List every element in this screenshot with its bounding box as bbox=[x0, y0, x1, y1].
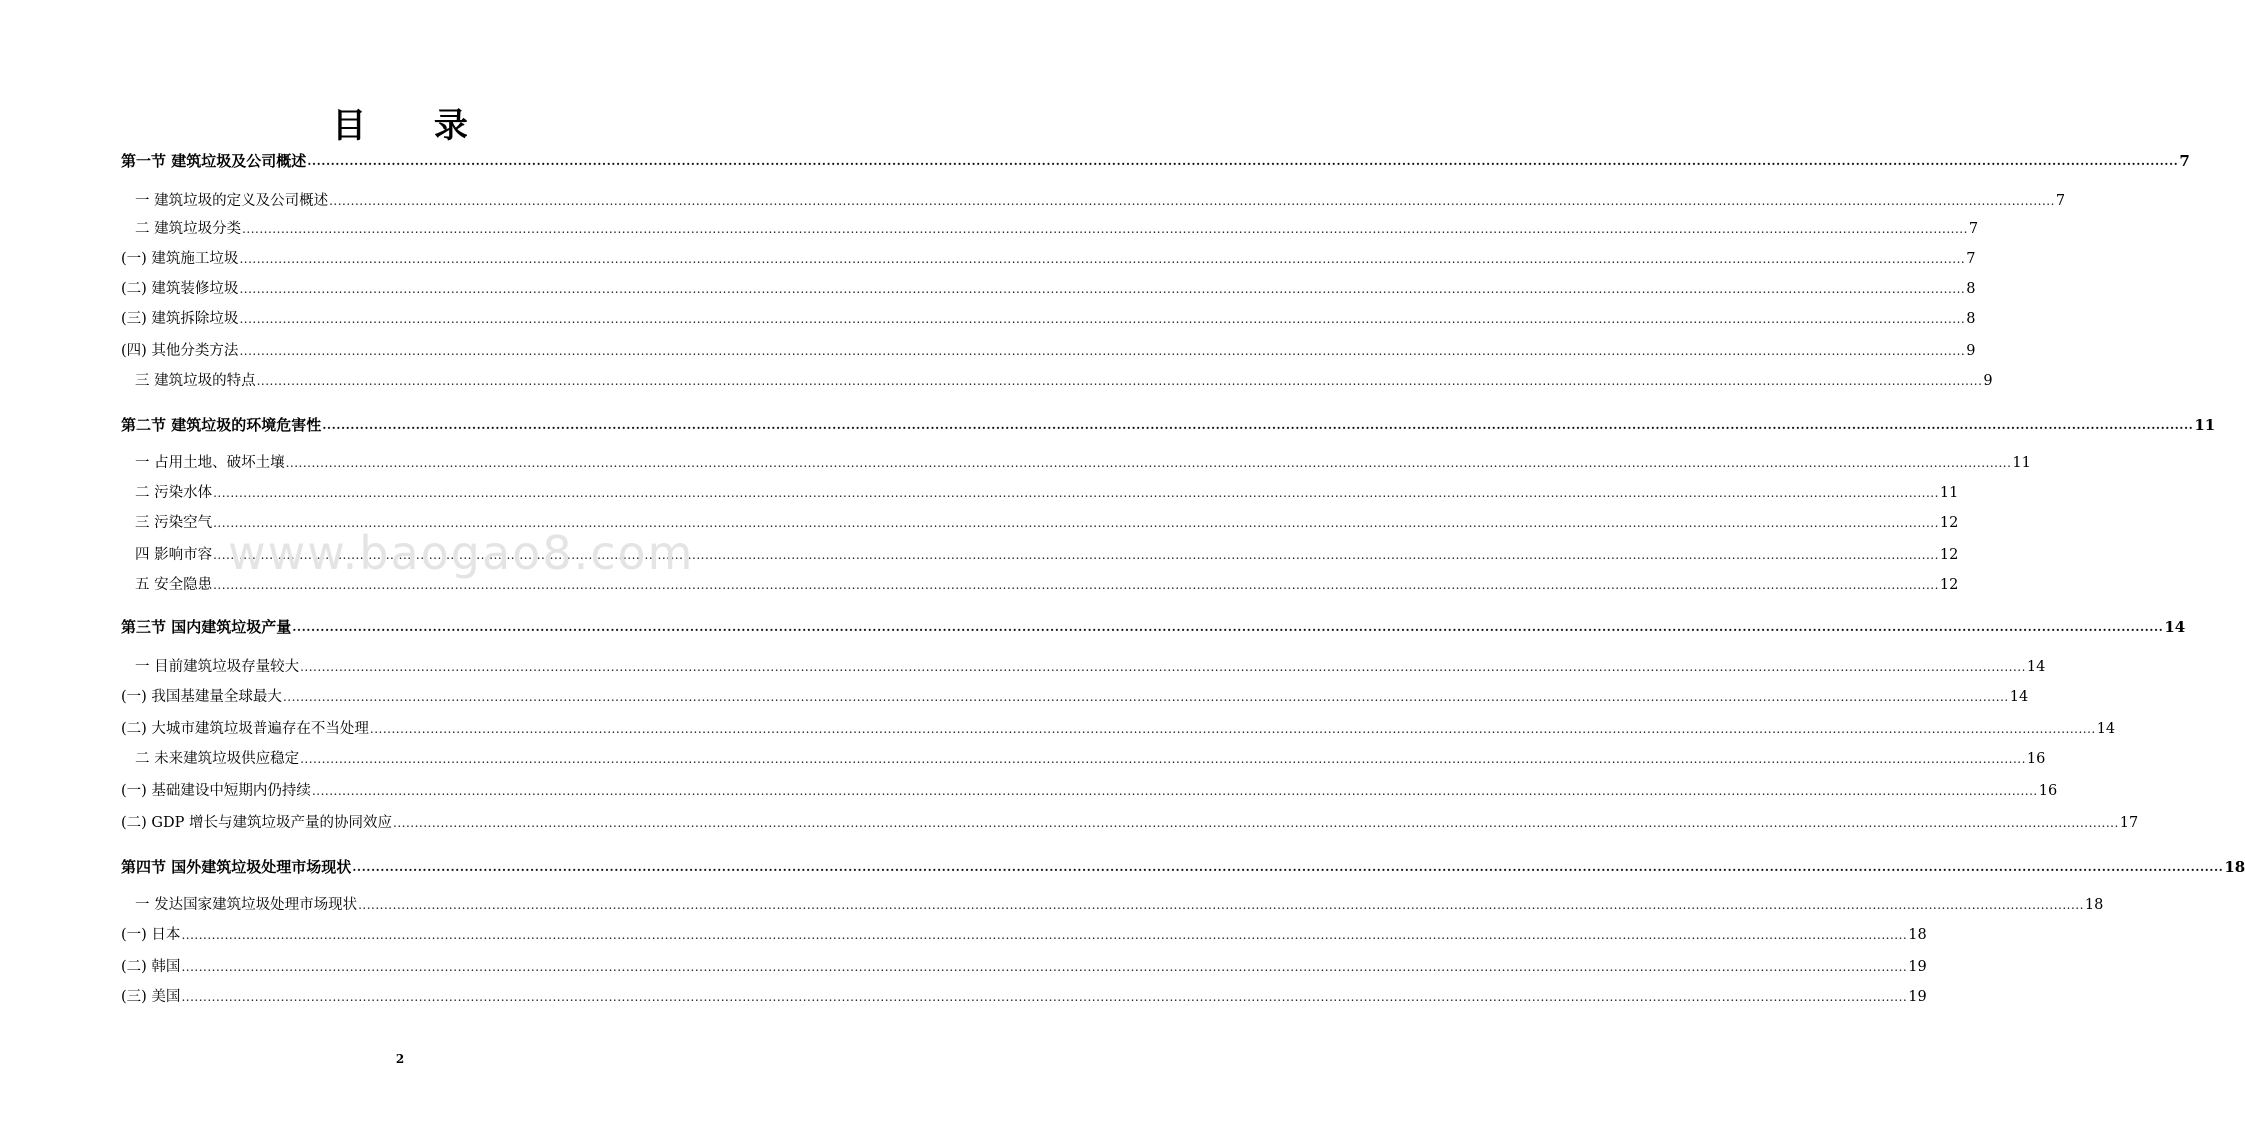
toc-chapter-entry[interactable] bbox=[121, 414, 2216, 436]
toc-entry-page: 12 bbox=[1939, 515, 1959, 531]
toc-leader-dots: ................................................................................................................................................................................................................................................................................................................................................................................................................ bbox=[285, 456, 2012, 470]
toc-leader-dots: ................................................................................................................................................................................................................................................................................................................................................................................................................ bbox=[329, 194, 2055, 208]
toc-leader-dots: ................................................................................................................................................................................................................................................................................................................................................................................................................ bbox=[292, 620, 2164, 634]
toc-entry-title: (四) 其他分类方法 bbox=[121, 343, 239, 359]
toc-entry-title: (二) 韩国 bbox=[121, 959, 181, 975]
toc-entry-title: (三) 建筑拆除垃圾 bbox=[121, 311, 239, 327]
toc-entry-page: 14 bbox=[2009, 689, 2029, 705]
toc-leader-dots: ................................................................................................................................................................................................................................................................................................................................................................................................................ bbox=[322, 418, 2194, 432]
toc-entry-title: 一 建筑垃圾的定义及公司概述 bbox=[135, 193, 329, 209]
toc-leader-dots: ................................................................................................................................................................................................................................................................................................................................................................................................................ bbox=[369, 722, 2096, 736]
toc-entry-title: 三 建筑垃圾的特点 bbox=[135, 373, 256, 389]
toc-chapter-entry[interactable] bbox=[121, 616, 2186, 638]
toc-leader-dots: ................................................................................................................................................................................................................................................................................................................................................................................................................ bbox=[181, 960, 1908, 974]
toc-entry-page: 18 bbox=[2084, 897, 2104, 913]
toc-leader-dots: ................................................................................................................................................................................................................................................................................................................................................................................................................ bbox=[239, 252, 1966, 266]
toc-entry[interactable] bbox=[121, 812, 2139, 834]
toc-leader-dots: ................................................................................................................................................................................................................................................................................................................................................................................................................ bbox=[300, 752, 2026, 766]
toc-entry-title: (二) GDP 增长与建筑垃圾产量的协同效应 bbox=[121, 815, 392, 831]
toc-entry-title: (二) 建筑装修垃圾 bbox=[121, 281, 239, 297]
toc-entry-page: 8 bbox=[1966, 281, 1976, 297]
toc-entry-page: 11 bbox=[2012, 455, 2031, 471]
toc-leader-dots: ................................................................................................................................................................................................................................................................................................................................................................................................................ bbox=[352, 860, 2224, 874]
watermark: www.baogao8.com bbox=[228, 526, 695, 580]
toc-entry-title: 第三节 国内建筑垃圾产量 bbox=[121, 618, 292, 636]
toc-leader-dots: ................................................................................................................................................................................................................................................................................................................................................................................................................ bbox=[239, 312, 1966, 326]
toc-entry-title: 第四节 国外建筑垃圾处理市场现状 bbox=[121, 858, 352, 876]
toc-entry[interactable] bbox=[121, 308, 1976, 330]
toc-entry[interactable] bbox=[121, 924, 1927, 946]
toc-entry[interactable] bbox=[121, 894, 2104, 916]
toc-entry-title: (一) 建筑施工垃圾 bbox=[121, 251, 239, 267]
toc-entry[interactable] bbox=[121, 340, 1976, 362]
toc-entry-title: (三) 美国 bbox=[121, 989, 181, 1005]
toc-entry-page: 11 bbox=[1939, 485, 1959, 501]
toc-entry-title: 五 安全隐患 bbox=[135, 577, 213, 593]
toc-entry-page: 16 bbox=[2026, 751, 2046, 767]
toc-leader-dots: ................................................................................................................................................................................................................................................................................................................................................................................................................ bbox=[213, 516, 1939, 530]
toc-leader-dots: ................................................................................................................................................................................................................................................................................................................................................................................................................ bbox=[213, 578, 1939, 592]
toc-entry-title: 二 未来建筑垃圾供应稳定 bbox=[135, 751, 300, 767]
toc-leader-dots: ................................................................................................................................................................................................................................................................................................................................................................................................................ bbox=[181, 990, 1908, 1004]
toc-leader-dots: ................................................................................................................................................................................................................................................................................................................................................................................................................ bbox=[282, 690, 2009, 704]
toc-entry-page: 19 bbox=[1908, 959, 1927, 975]
toc-entry-page: 14 bbox=[2096, 721, 2116, 737]
toc-entry[interactable] bbox=[121, 218, 1979, 240]
toc-entry-page: 8 bbox=[1966, 311, 1976, 327]
toc-chapter-entry[interactable] bbox=[121, 856, 2245, 878]
toc-entry-title: 四 影响市容 bbox=[135, 547, 213, 563]
toc-entry-page: 9 bbox=[1983, 373, 1993, 389]
toc-entry-title: (一) 基础建设中短期内仍持续 bbox=[121, 783, 311, 799]
toc-entry-title: 三 污染空气 bbox=[135, 515, 213, 531]
toc-entry-page: 7 bbox=[1966, 251, 1976, 267]
toc-entry[interactable] bbox=[121, 370, 1993, 392]
toc-entry-title: 一 占用土地、破坏土壤 bbox=[135, 455, 285, 471]
toc-leader-dots: ................................................................................................................................................................................................................................................................................................................................................................................................................ bbox=[239, 344, 1966, 358]
toc-entry-page: 12 bbox=[1939, 547, 1959, 563]
page-number: 2 bbox=[395, 1052, 405, 1066]
toc-entry-page: 7 bbox=[1968, 221, 1979, 237]
toc-entry[interactable] bbox=[121, 718, 2116, 740]
toc-entry-page: 11 bbox=[2194, 416, 2216, 434]
toc-entry[interactable] bbox=[121, 452, 2031, 474]
toc-entry[interactable] bbox=[121, 656, 2046, 678]
toc-title: 目 录 bbox=[332, 106, 496, 146]
toc-entry[interactable] bbox=[121, 278, 1976, 300]
toc-entry-title: (一) 我国基建量全球最大 bbox=[121, 689, 282, 705]
toc-entry-page: 18 bbox=[2224, 858, 2245, 876]
toc-entry[interactable] bbox=[121, 780, 2058, 802]
toc-entry-title: 一 发达国家建筑垃圾处理市场现状 bbox=[135, 897, 358, 913]
toc-leader-dots: ................................................................................................................................................................................................................................................................................................................................................................................................................ bbox=[213, 486, 1939, 500]
toc-entry-title: (二) 大城市建筑垃圾普遍存在不当处理 bbox=[121, 721, 369, 737]
toc-entry[interactable] bbox=[121, 482, 1959, 504]
toc-chapter-entry[interactable] bbox=[121, 150, 2190, 172]
toc-leader-dots: ................................................................................................................................................................................................................................................................................................................................................................................................................ bbox=[393, 816, 2119, 830]
toc-entry[interactable] bbox=[121, 686, 2029, 708]
toc-leader-dots: ................................................................................................................................................................................................................................................................................................................................................................................................................ bbox=[300, 660, 2026, 674]
toc-entry-page: 14 bbox=[2026, 659, 2046, 675]
toc-entry[interactable] bbox=[121, 986, 1927, 1008]
toc-entry-page: 19 bbox=[1908, 989, 1927, 1005]
toc-leader-dots: ................................................................................................................................................................................................................................................................................................................................................................................................................ bbox=[242, 222, 1968, 236]
toc-entry[interactable] bbox=[121, 190, 2066, 212]
toc-leader-dots: ................................................................................................................................................................................................................................................................................................................................................................................................................ bbox=[239, 282, 1966, 296]
toc-entry-page: 9 bbox=[1966, 343, 1976, 359]
toc-entry-page: 12 bbox=[1939, 577, 1959, 593]
toc-leader-dots: ................................................................................................................................................................................................................................................................................................................................................................................................................ bbox=[213, 548, 1939, 562]
toc-leader-dots: ................................................................................................................................................................................................................................................................................................................................................................................................................ bbox=[256, 374, 1983, 388]
toc-leader-dots: ................................................................................................................................................................................................................................................................................................................................................................................................................ bbox=[307, 154, 2179, 168]
toc-entry-title: 二 污染水体 bbox=[135, 485, 213, 501]
toc-leader-dots: ................................................................................................................................................................................................................................................................................................................................................................................................................ bbox=[181, 928, 1908, 942]
toc-entry-page: 16 bbox=[2038, 783, 2058, 799]
toc-entry-page: 7 bbox=[2179, 152, 2190, 170]
toc-entry-title: 一 目前建筑垃圾存量较大 bbox=[135, 659, 300, 675]
toc-entry-page: 18 bbox=[1908, 927, 1927, 943]
toc-entry[interactable] bbox=[121, 748, 2046, 770]
toc-entry-page: 7 bbox=[2055, 193, 2066, 209]
toc-entry[interactable] bbox=[121, 956, 1927, 978]
toc-leader-dots: ................................................................................................................................................................................................................................................................................................................................................................................................................ bbox=[311, 784, 2038, 798]
toc-entry-title: 第一节 建筑垃圾及公司概述 bbox=[121, 152, 307, 170]
toc-entry-title: (一) 日本 bbox=[121, 927, 181, 943]
toc-entry[interactable] bbox=[121, 248, 1976, 270]
toc-entry-page: 14 bbox=[2164, 618, 2186, 636]
toc-entry-title: 二 建筑垃圾分类 bbox=[135, 221, 242, 237]
toc-leader-dots: ................................................................................................................................................................................................................................................................................................................................................................................................................ bbox=[358, 898, 2084, 912]
toc-entry-title: 第二节 建筑垃圾的环境危害性 bbox=[121, 416, 322, 434]
toc-entry-page: 17 bbox=[2119, 815, 2139, 831]
